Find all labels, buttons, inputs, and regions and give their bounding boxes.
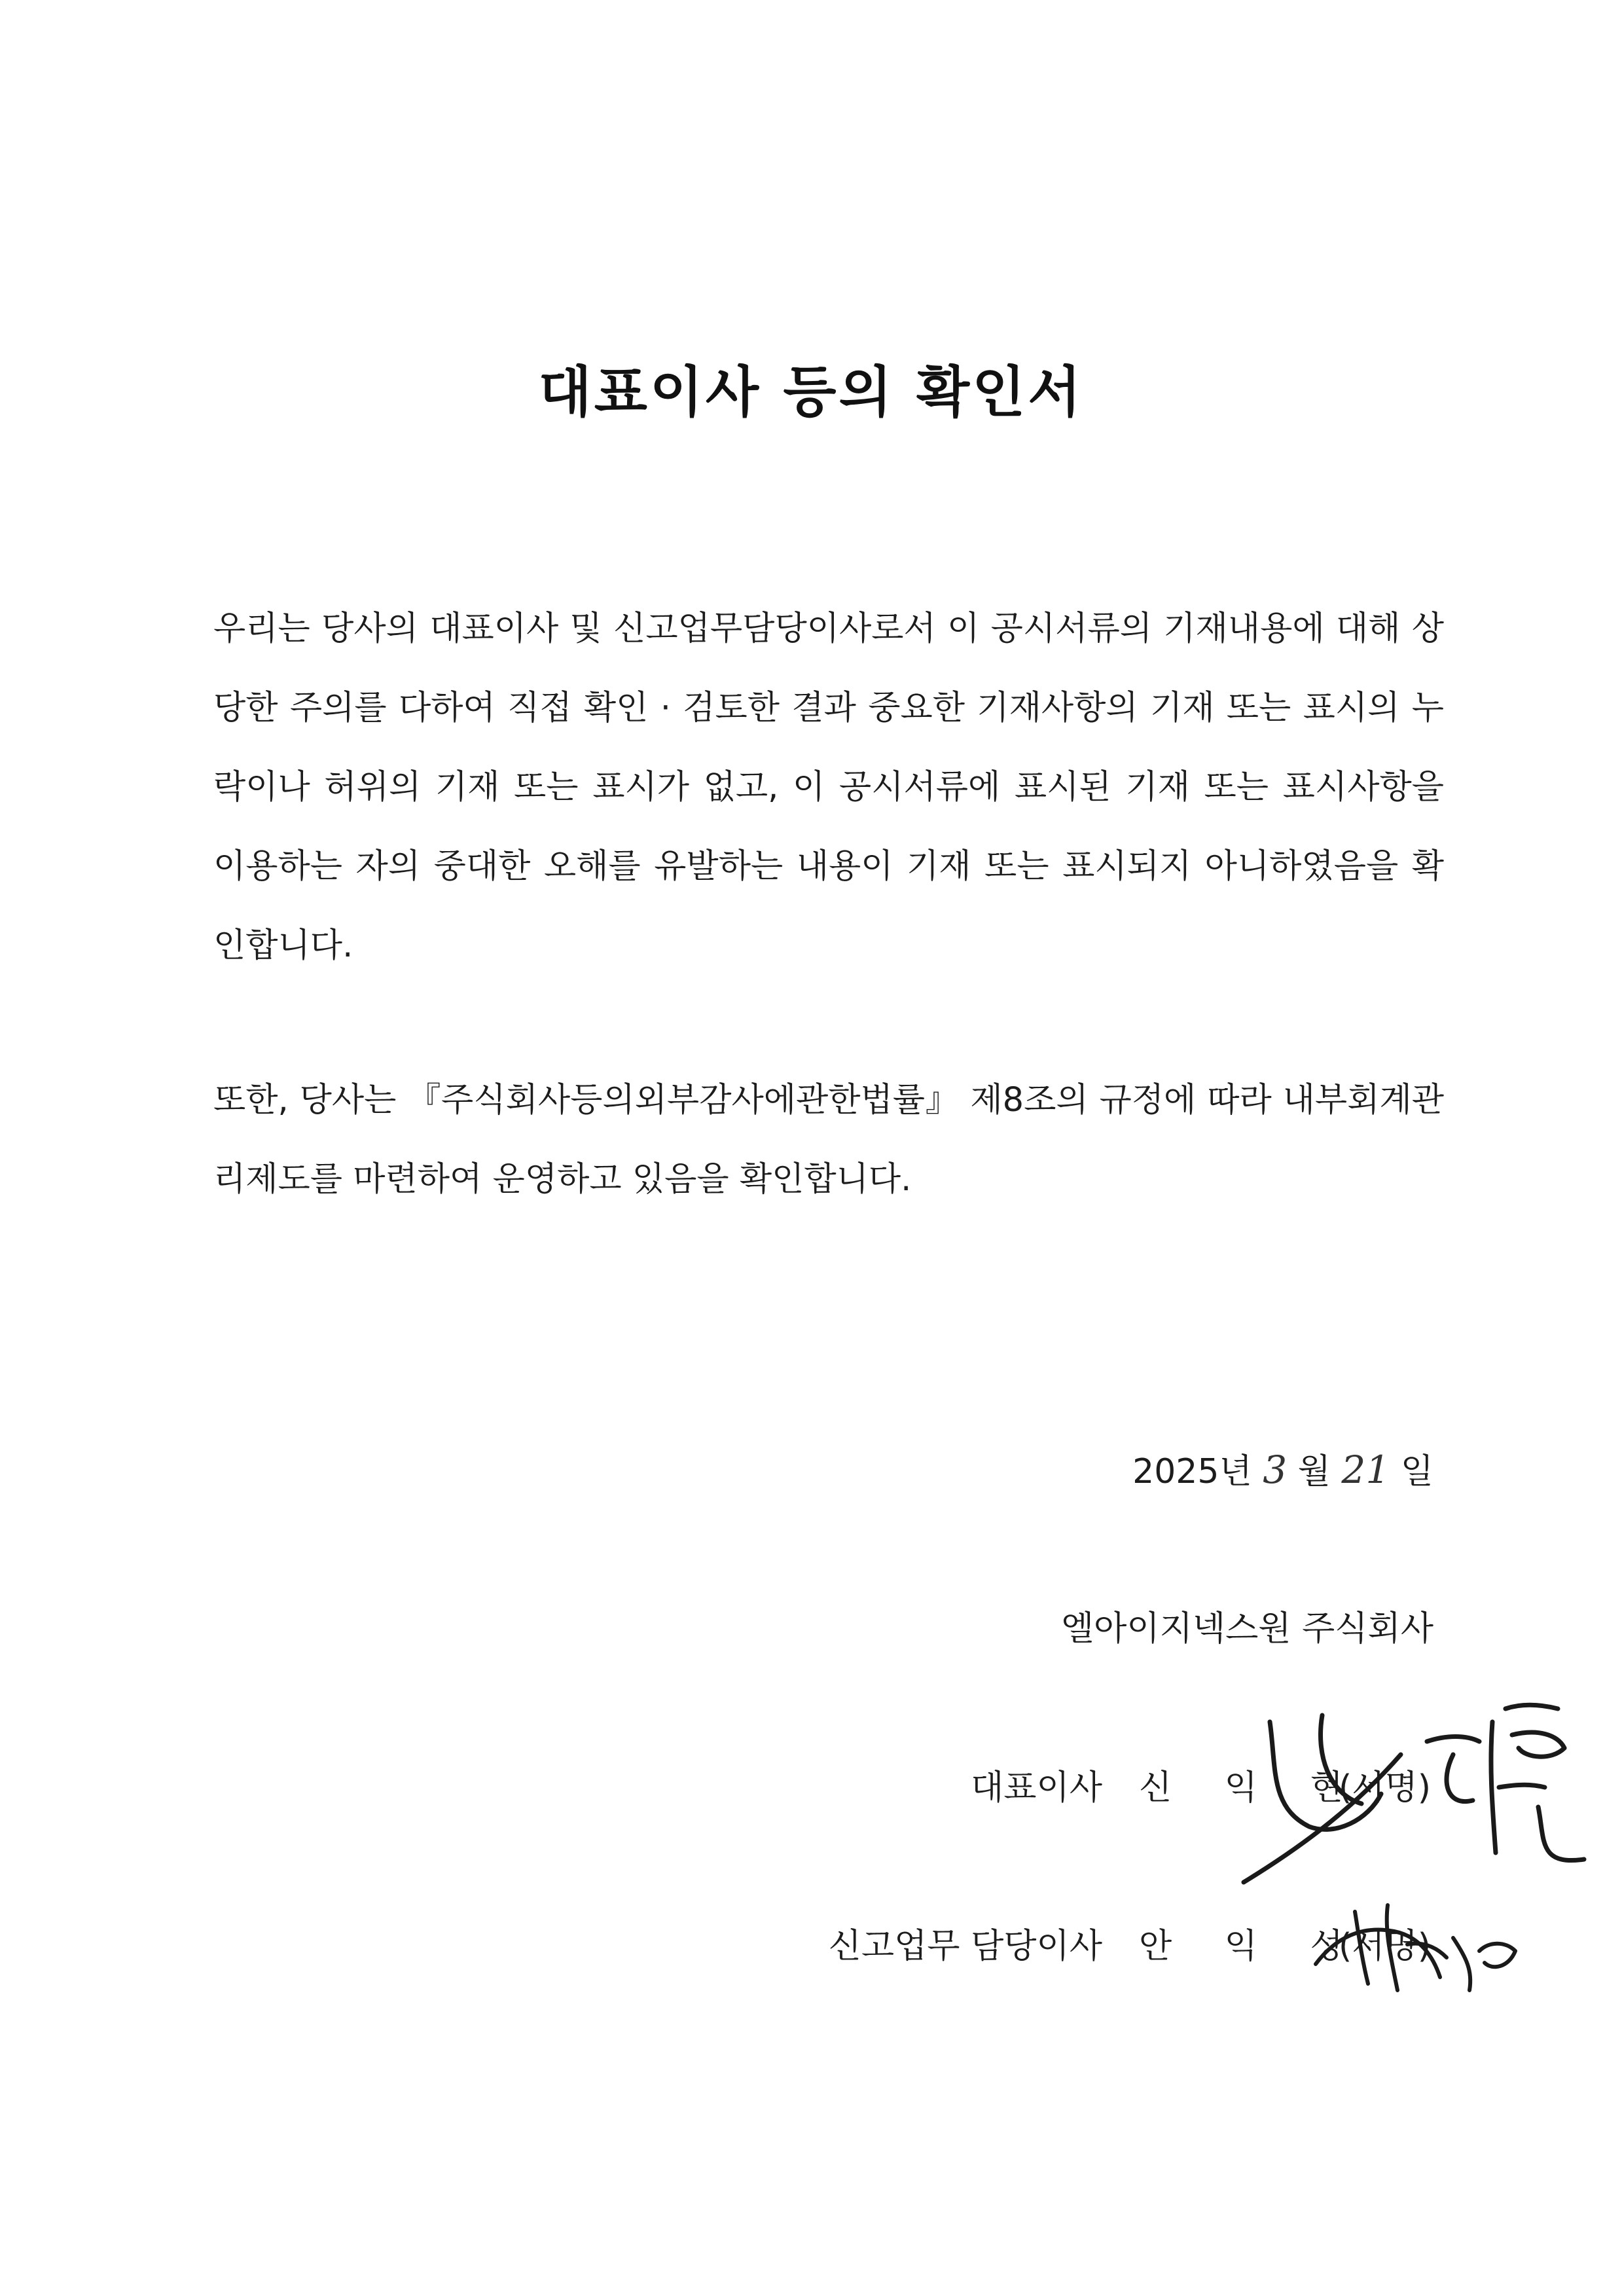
confirmation-paragraph: 우리는 당사의 대표이사 및 신고업무담당이사로서 이 공시서류의 기재내용에 대해 상당한 주의를 다하여 직접 확인 · 검토한 결과 중요한 기재사항의 기재 또는 표시의 누락이나 허위의 기재 또는 표시가 없고, 이 공시서류에 표시된 기재 또는 표시사항을 이용하는 자의 중대한 오해를 유발하는 내용이 기재 또는 표시되지 아니하였음을 확인합니다. bbox=[213, 610, 1444, 965]
date-day-unit: 일 bbox=[1400, 1452, 1433, 1491]
disclosure-director-name: 안 익 성 bbox=[1139, 1927, 1364, 1966]
ceo-role: 대표이사 bbox=[971, 1768, 1102, 1808]
internal-control-paragraph: 또한, 당사는 『주식회사등의외부감사에관한법률』 제8조의 규정에 따라 내부회계관리제도를 마련하여 운영하고 있음을 확인합니다. bbox=[213, 1081, 1444, 1199]
date-day: 21 bbox=[1341, 1448, 1390, 1492]
ceo-name: 신 익 현 bbox=[1139, 1768, 1364, 1808]
disclosure-director-role: 신고업무 담당이사 bbox=[828, 1927, 1102, 1966]
date-year: 2025년 bbox=[1132, 1452, 1252, 1491]
disclosure-director-signature-label: (서명) bbox=[1339, 1927, 1432, 1966]
company-name: 엘아이지넥스원 주식회사 bbox=[1060, 1609, 1433, 1649]
document-title: 대표이사 등의 확인서 bbox=[538, 360, 1084, 424]
date-month-unit: 월 bbox=[1297, 1452, 1331, 1491]
ceo-signature-label: (서명) bbox=[1339, 1768, 1432, 1808]
document-date bbox=[1132, 1444, 1433, 1493]
date-month: 3 bbox=[1263, 1448, 1288, 1492]
